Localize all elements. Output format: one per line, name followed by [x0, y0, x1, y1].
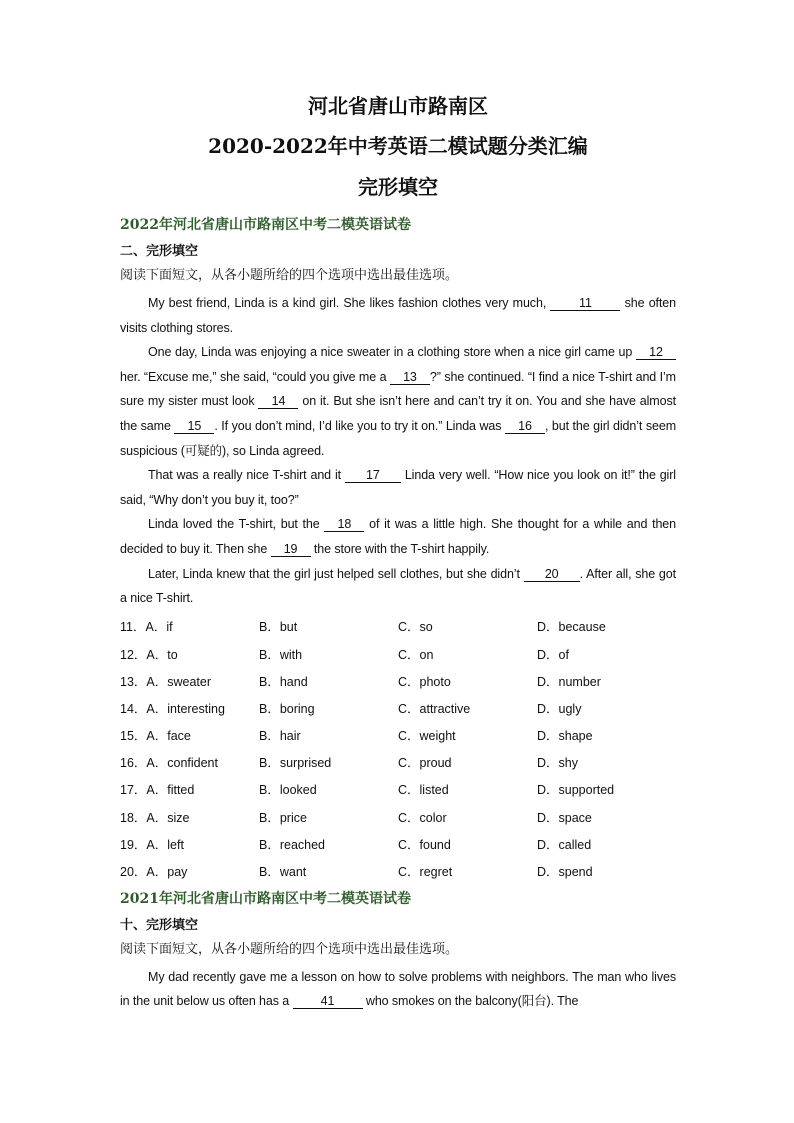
passage-paragraph-1 — [120, 291, 676, 340]
text-run: My best friend, Linda is a kind girl. She likes fashion clothes very much, — [148, 296, 551, 310]
option-row — [120, 749, 676, 776]
text-run: Linda loved the T-shirt, but the — [148, 517, 325, 532]
document-title-series: 2020-2022年中考英语二模试题分类汇编 — [208, 134, 588, 158]
passage-paragraph-4 — [120, 512, 676, 561]
option-choice: 13．A．sweater — [120, 674, 212, 689]
option-row — [120, 694, 676, 721]
option-choice: 16．A．confident — [120, 756, 218, 771]
option-choice: C．attractive — [398, 701, 471, 716]
option-choice: C．color — [398, 810, 447, 825]
instruction: 阅读下面短文，从各小题所给的四个选项中选出最佳选项。 — [120, 268, 459, 283]
option-choice: D．because — [537, 620, 606, 635]
option-choice: D．called — [537, 837, 592, 852]
text-run: of it was a little high. She thought for a while and then decided to buy it. Then she — [120, 517, 677, 556]
part-heading: 二、完形填空 — [120, 244, 199, 259]
option-choice: D．spend — [537, 865, 593, 879]
option-choice: B．but — [259, 620, 298, 635]
option-choice: B．looked — [259, 783, 317, 798]
part-heading: 十、完形填空 — [120, 917, 199, 933]
option-choice: B．with — [259, 647, 303, 662]
option-choice: 20．A．pay — [120, 865, 188, 879]
option-row — [120, 857, 676, 884]
option-row — [120, 776, 676, 803]
text-run: she often visits clothing stores. — [120, 296, 676, 335]
option-choice: 19．A．left — [120, 837, 184, 852]
text-run: who smokes on the balcony(阳台). The — [362, 994, 579, 1009]
option-row — [120, 667, 676, 694]
option-choice: B．hair — [259, 729, 301, 744]
option-choice: D．space — [537, 810, 592, 825]
option-choice: C．photo — [398, 674, 451, 689]
text-run: . After all, she got a nice T-shirt. — [120, 566, 676, 606]
text-run: . If you don’t mind, I’d like you to try it on.” Linda was — [214, 418, 505, 433]
option-row — [120, 721, 676, 748]
option-row — [120, 830, 676, 857]
blank-15: 15 — [174, 419, 214, 434]
text-run: , but the girl didn’t seem suspicious (可疑的), so Linda agreed. — [120, 418, 677, 458]
option-choice: D．shape — [537, 729, 593, 744]
option-choice: B．want — [259, 865, 307, 879]
document-content — [120, 96, 676, 1014]
section-heading-2021: 2021年河北省唐山市路南区中考二模英语试卷 — [120, 890, 411, 907]
option-choice: D．ugly — [537, 701, 582, 716]
option-choice: C．found — [398, 837, 451, 852]
text-run: on it. But she isn’t here and can’t try it on. You and she have almost the same — [120, 394, 676, 433]
option-choice: 14．A．interesting — [120, 701, 225, 716]
blank-41: 41 — [293, 994, 363, 1009]
passage-paragraph-5 — [120, 562, 676, 611]
blank-16: 16 — [505, 419, 545, 434]
option-choice: C．regret — [398, 865, 453, 879]
option-choice: B．hand — [259, 674, 308, 689]
option-choice: B．boring — [259, 701, 315, 716]
passage-paragraph-1 — [120, 965, 676, 1014]
section-heading-2022: 2022年河北省唐山市路南区中考二模英语试卷 — [120, 217, 411, 233]
text-run: My dad recently gave me a lesson on how to solve problems with neighbors. The man who lives in the unit below us often has a — [120, 969, 676, 1009]
text-run: That was a really nice T-shirt and it — [148, 468, 345, 483]
option-choice: C．proud — [398, 756, 452, 771]
text-run: her. “Excuse me,” she said, “could you give me a — [120, 369, 390, 384]
option-choice: B．reached — [259, 837, 326, 852]
option-choice: C．weight — [398, 729, 456, 744]
passage-paragraph-2 — [120, 340, 676, 463]
option-choice: D．supported — [537, 783, 615, 798]
option-choice: C．listed — [398, 783, 449, 798]
text-run: One day, Linda was enjoying a nice sweater in a clothing store when a nice girl came up — [148, 345, 636, 360]
blank-19: 19 — [271, 542, 311, 557]
text-run: ?” she continued. “I find a nice T-shirt and I’m sure my sister must look — [120, 369, 676, 409]
blank-12: 12 — [636, 345, 676, 360]
blank-18: 18 — [324, 517, 364, 532]
option-choice: 11．A．if — [120, 620, 173, 635]
option-choice: C．on — [398, 647, 434, 662]
option-row — [120, 803, 676, 830]
text-run: the store with the T-shirt happily. — [310, 541, 490, 556]
document-title-topic: 完形填空 — [358, 175, 438, 199]
option-choice: D．number — [537, 674, 601, 689]
option-row — [120, 640, 676, 667]
option-choice: C．so — [398, 620, 433, 635]
blank-13: 13 — [390, 370, 430, 385]
blank-11: 11 — [550, 296, 620, 311]
option-choice: B．surprised — [259, 756, 332, 771]
option-choice: 18．A．size — [120, 810, 190, 825]
option-choice: B．price — [259, 810, 307, 825]
option-choice: D．shy — [537, 756, 578, 771]
options-list — [120, 613, 676, 885]
blank-20: 20 — [524, 567, 580, 582]
passage-paragraph-3 — [120, 463, 676, 512]
blank-17: 17 — [345, 468, 401, 483]
text-run: Linda very well. “How nice you look on it!” the girl said, “Why don’t you buy it, too?” — [120, 468, 676, 507]
option-choice: 12．A．to — [120, 647, 178, 662]
text-run: Later, Linda knew that the girl just helped sell clothes, but she didn’t — [148, 566, 524, 581]
option-row — [120, 613, 676, 640]
document-title-region: 河北省唐山市路南区 — [308, 94, 488, 118]
option-choice: 15．A．face — [120, 729, 191, 744]
option-choice: D．of — [537, 647, 569, 662]
option-choice: 17．A．fitted — [120, 783, 195, 798]
blank-14: 14 — [258, 394, 298, 409]
instruction: 阅读下面短文，从各小题所给的四个选项中选出最佳选项。 — [120, 941, 459, 957]
